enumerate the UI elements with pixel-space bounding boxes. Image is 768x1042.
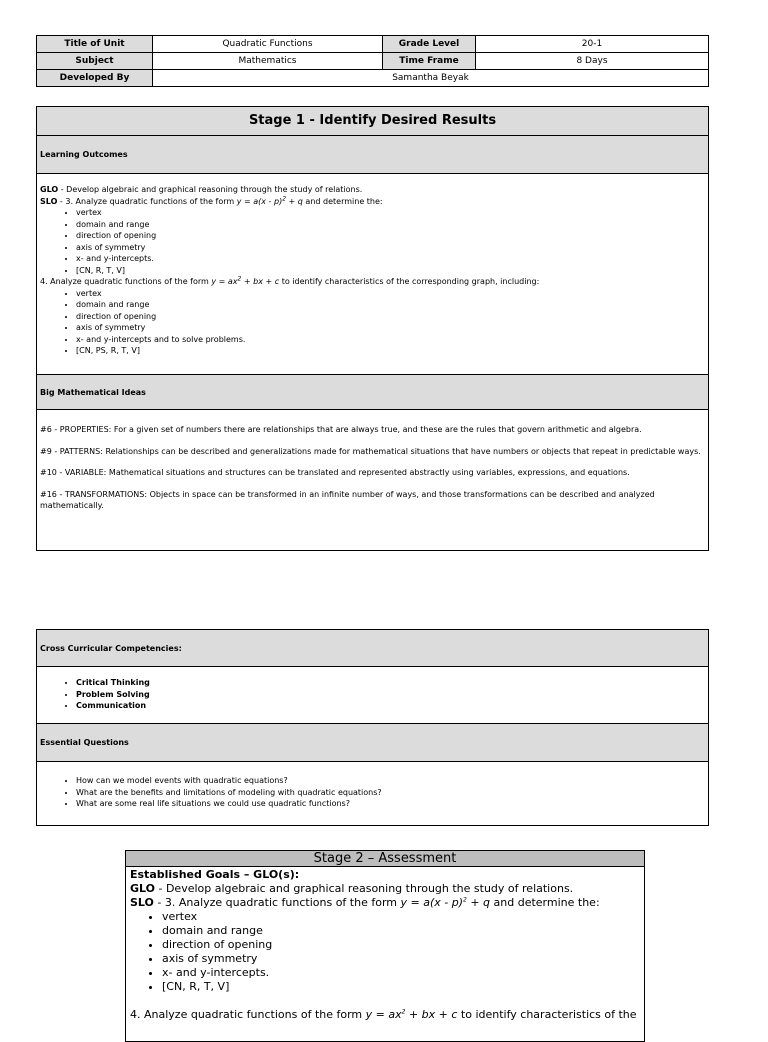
subject-label: Subject [37, 53, 153, 70]
list-item: • What are some real life situations we could use quadratic functions? [76, 798, 705, 810]
stage2-box [125, 850, 645, 1042]
questions-list [40, 775, 705, 810]
list-item: • direction of opening [162, 938, 640, 952]
list-item: • [CN, PS, R, T, V] [76, 345, 705, 357]
big-ideas-content [37, 409, 708, 550]
list-item: • What are the benefits and limitations of modeling with quadratic equations? [76, 787, 705, 799]
slo4-line: 4. Analyze quadratic functions of the form $y = ax^2$ + bx + c to identify characteristics of the corresponding graph, including: [40, 275, 540, 286]
list-item: • [CN, R, T, V] [162, 980, 640, 994]
glo-line: GLO - Develop algebraic and graphical reasoning through the study of relations. [40, 185, 363, 194]
learning-outcomes-content [37, 173, 708, 374]
time-frame-value: 8 Days [476, 53, 709, 70]
cross-curricular-content [37, 666, 708, 723]
list-item: • x- and y-intercepts and to solve problems. [76, 334, 705, 346]
big-idea-item: #16 - TRANSFORMATIONS: Objects in space can be transformed in an infinite number of ways, and those transformations can be described and analyzed mathematically. [40, 489, 655, 510]
established-goals-title: Established Goals – GLO(s): [130, 868, 300, 881]
big-idea-item: #9 - PATTERNS: Relationships can be described and generalizations made for mathematical situations that have numbers or objects that repeat in predictable ways. [40, 446, 701, 456]
cross-curricular-title: Cross Curricular Competencies: [37, 630, 708, 666]
developed-by-value: Samantha Beyak [153, 70, 709, 87]
time-frame-label: Time Frame [383, 53, 476, 70]
list-item: • vertex [76, 288, 705, 300]
slo3-list [130, 910, 640, 994]
list-item: • Problem Solving [76, 689, 705, 701]
slo4-list [40, 288, 705, 357]
list-item: • Critical Thinking [76, 677, 705, 689]
title-of-unit-value: Quadratic Functions [153, 36, 383, 53]
stage2-content [126, 867, 644, 1022]
subject-value: Mathematics [153, 53, 383, 70]
list-item: • axis of symmetry [76, 322, 705, 334]
list-item: • direction of opening [76, 230, 705, 242]
list-item: • How can we model events with quadratic equations? [76, 775, 705, 787]
list-item: • vertex [76, 207, 705, 219]
list-item: • domain and range [162, 924, 640, 938]
title-of-unit-label: Title of Unit [37, 36, 153, 53]
developed-by-label: Developed By [37, 70, 153, 87]
list-item: • x- and y-intercepts. [76, 253, 705, 265]
list-item: • axis of symmetry [76, 242, 705, 254]
slo4-line: 4. Analyze quadratic functions of the form $y = ax^2$ + bx + c to identify characteristics of the [130, 1008, 637, 1021]
cross-curricular-box [36, 629, 709, 826]
big-idea-item: #6 - PROPERTIES: For a given set of numbers there are relationships that are always true, and these are the rules that govern arithmetic and algebra. [40, 425, 642, 434]
grade-level-value: 20-1 [476, 36, 709, 53]
grade-level-label: Grade Level [383, 36, 476, 53]
list-item: • Communication [76, 700, 705, 712]
unit-info-table [36, 35, 709, 87]
list-item: • axis of symmetry [162, 952, 640, 966]
glo-line: GLO - Develop algebraic and graphical reasoning through the study of relations. [130, 882, 574, 895]
list-item: • [CN, R, T, V] [76, 265, 705, 277]
list-item: • domain and range [76, 299, 705, 311]
big-idea-item: #10 - VARIABLE: Mathematical situations and structures can be translated and represented abstractly using variables, expressions, and equations. [40, 468, 630, 477]
competency-list [40, 677, 705, 712]
essential-questions-title: Essential Questions [37, 723, 708, 761]
slo3-line: SLO - 3. Analyze quadratic functions of the form y = a(x - p)$^2$ + q and determine the: [40, 194, 383, 206]
big-ideas-title: Big Mathematical Ideas [37, 374, 708, 409]
essential-questions-content [37, 761, 708, 825]
slo3-line: SLO - 3. Analyze quadratic functions of the form y = a(x - p)$^2$ + q and determine the: [130, 896, 600, 909]
list-item: • vertex [162, 910, 640, 924]
stage1-title: Stage 1 - Identify Desired Results [37, 107, 708, 135]
stage1-box [36, 106, 709, 551]
learning-outcomes-title: Learning Outcomes [37, 135, 708, 173]
list-item: • direction of opening [76, 311, 705, 323]
list-item: • x- and y-intercepts. [162, 966, 640, 980]
slo3-list [40, 207, 705, 276]
list-item: • domain and range [76, 219, 705, 231]
stage2-title: Stage 2 – Assessment [126, 851, 644, 867]
